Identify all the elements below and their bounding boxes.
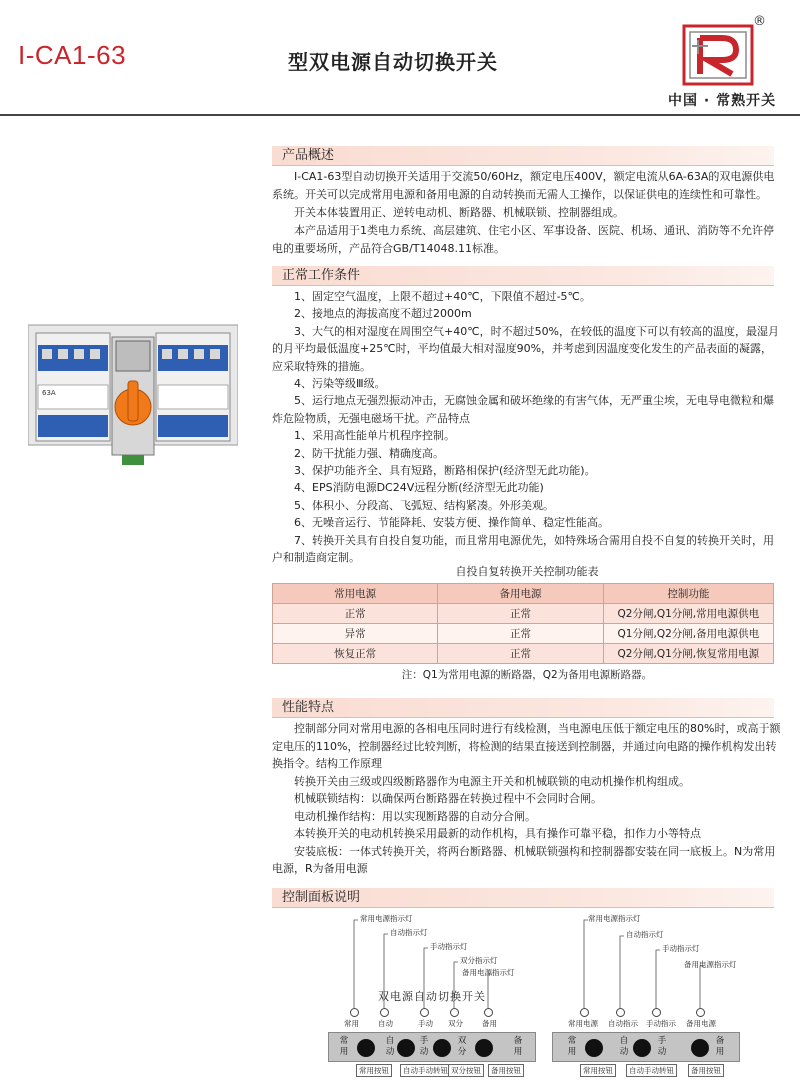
panel-strip [328, 1032, 536, 1062]
feature-item: 3、保护功能齐全、具有短路，断路相保护(经济型无此功能)。 [294, 464, 596, 478]
callout-label: 常用电源指示灯 [360, 914, 413, 923]
brand-logo [668, 14, 786, 114]
lamp-label: 备用电源 [686, 1019, 716, 1028]
condition-item: 2、接地点的海拔高度不超过2000m [294, 307, 472, 321]
table-cell: 正常 [438, 624, 603, 644]
panel-title: 双电源自动切换开关 [378, 990, 486, 1003]
feature-item: 7、转换开关具有自投自复功能，而且常用电源优先，如特殊场合需用自投不自复的转换开关时，用户和制造商定制。 [272, 533, 774, 565]
logo-icon [682, 24, 754, 86]
lamp-icon [350, 1008, 359, 1017]
overview-paragraph: 开关本体装置用正、逆转电动机、断路器、机械联锁、控制器组成。 [294, 206, 624, 219]
lamp-label: 手动指示 [646, 1019, 676, 1028]
strip-text: 常用 [567, 1036, 577, 1057]
overview-text [272, 168, 782, 258]
panel-strip [552, 1032, 740, 1062]
strip-text: 手动 [657, 1036, 667, 1057]
condition-item: 1、固定空气温度，上限不超过+40℃，下限值不超过-5℃。 [294, 290, 591, 303]
callout-label: 备用电源指示灯 [462, 968, 515, 977]
callout-label: 常用电源指示灯 [588, 914, 641, 923]
feature-item: 4、EPS消防电源DC24V远程分断(经济型无此功能) [294, 481, 544, 495]
table-cell: 正常 [438, 644, 603, 664]
performance-paragraph: 安装底板：一体式转换开关，将两台断路器、机械联锁强构和控制器都安装在同一底板上。N为常用电源，R为备用电源 [272, 844, 776, 875]
overview-paragraph: I-CA1-63型自动切换开关适用于交流50/60Hz，额定电压400V，额定电流从6A-63A的双电源供电系统。开关可以完成常用电源和备用电源的自动转换而无需人工操作，以保证供电的连续性和可靠性。 [272, 170, 775, 201]
feature-item: 5、体积小、分段高、飞弧短、结构紧凑。外形美观。 [294, 498, 554, 512]
lamp-label: 常用电源 [568, 1019, 598, 1028]
product-rating-label: 63A [42, 389, 56, 397]
section-heading-overview: 产品概述 [272, 146, 774, 166]
performance-paragraph: 机械联锁结构：以确保两台断路器在转换过程中不会同时合闸。 [294, 792, 602, 805]
button-icon [633, 1039, 651, 1057]
condition-item: 4、污染等级Ⅲ级。 [294, 377, 386, 391]
table-header-cell: 备用电源 [438, 584, 603, 604]
button-label: 自动手动转钮 [400, 1064, 451, 1077]
page-title: 型双电源自动切换开关 [288, 50, 498, 74]
button-label: 备用按钮 [688, 1064, 724, 1077]
strip-text: 手动 [419, 1036, 429, 1057]
feature-item: 6、无噪音运行、节能降耗、安装方便、操作简单、稳定性能高。 [294, 516, 609, 530]
overview-paragraph: 本产品适用于1类电力系统、高层建筑、住宅小区、军事设备、医院、机场、通讯、消防等不允许停电的重要场所，产品符合GB/T14048.11标准。 [272, 224, 774, 255]
table-cell: 恢复正常 [273, 644, 438, 664]
table-header-cell: 控制功能 [603, 584, 773, 604]
button-label: 双分按钮 [448, 1064, 484, 1077]
performance-paragraph: 转换开关由三级或四级断路器作为电源主开关和机械联锁的电动机操作机构组成。 [294, 774, 690, 788]
callout-label: 备用电源指示灯 [684, 960, 737, 969]
callout-label: 自动指示灯 [626, 930, 664, 939]
registered-mark: ® [753, 14, 766, 29]
strip-text: 常用 [339, 1036, 349, 1057]
callout-label: 自动指示灯 [390, 928, 428, 937]
callout-label: 手动指示灯 [662, 944, 700, 953]
table-caption: 自投自复转换开关控制功能表 [455, 565, 599, 578]
performance-paragraph: 电动机操作结构：用以实现断路器的自动分合闸。 [294, 809, 536, 823]
lamp-icon [696, 1008, 705, 1017]
lamp-icon [420, 1008, 429, 1017]
button-icon [433, 1039, 451, 1057]
button-icon [357, 1039, 375, 1057]
lamp-icon [450, 1008, 459, 1017]
condition-item: 5、运行地点无强烈振动冲击，无腐蚀金属和破坏绝缘的有害气体，无严重尘埃，无电导电微粒和爆炸危险物质，无强电磁场干扰。产品特点 [272, 394, 774, 425]
button-icon [475, 1039, 493, 1057]
table-row [273, 624, 774, 644]
model-number: I-CA1-63 [18, 40, 127, 70]
table-header-row [273, 584, 774, 604]
button-label: 常用按钮 [580, 1064, 616, 1077]
lamp-label: 自动 [378, 1019, 393, 1028]
table-row [273, 604, 774, 624]
strip-text: 自动 [385, 1036, 395, 1057]
lamp-label: 备用 [482, 1019, 497, 1028]
button-icon [691, 1039, 709, 1057]
strip-text: 备用 [513, 1036, 523, 1057]
control-function-table [272, 583, 774, 664]
performance-paragraph: 控制部分同对常用电源的各相电压同时进行有线检测，当电源电压低于额定电压的80%时，或高于额定电压的110%，控制器经过比较判断，将检测的结果直接送到控制器，并通过向电路的操作机构发出转换指令。结构工作原理 [272, 722, 781, 770]
strip-text: 备用 [715, 1036, 725, 1057]
callout-label: 双分指示灯 [460, 956, 498, 965]
lamp-label: 双分 [448, 1019, 463, 1028]
lamp-icon [580, 1008, 589, 1017]
table-cell: Q1分闸,Q2分闸,备用电源供电 [603, 624, 773, 644]
table-cell: 正常 [273, 604, 438, 624]
button-label: 常用按钮 [356, 1064, 392, 1077]
lamp-icon [380, 1008, 389, 1017]
lamp-label: 自动指示 [608, 1019, 638, 1028]
table-header-cell: 常用电源 [273, 584, 438, 604]
lamp-icon [652, 1008, 661, 1017]
panel-diagram-basic [550, 908, 742, 1078]
button-icon [397, 1039, 415, 1057]
button-label: 自动手动转钮 [626, 1064, 677, 1077]
lamp-icon [484, 1008, 493, 1017]
table-row [273, 644, 774, 664]
section-heading-performance: 性能特点 [272, 698, 774, 718]
button-icon [585, 1039, 603, 1057]
table-cell: 异常 [273, 624, 438, 644]
lamp-label: 手动 [418, 1019, 433, 1028]
condition-item: 3、大气的相对湿度在周围空气+40℃，时不超过50%，在较低的温度下可以有较高的温度，最湿月的月平均最低温度+25℃时，平均值最大相对湿度90%，并考虑到因温度变化发生的产品表面的凝露，应采取特殊的措施。 [272, 324, 780, 373]
lamp-label: 常用 [344, 1019, 359, 1028]
strip-text: 自动 [619, 1036, 629, 1057]
table-note: 注：Q1为常用电源的断路器，Q2为备用电源断路器。 [401, 669, 653, 681]
table-cell: 正常 [438, 604, 603, 624]
table-cell: Q2分闸,Q1分闸,恢复常用电源 [603, 644, 773, 664]
feature-item: 2、防干扰能力强、精确度高。 [294, 446, 444, 460]
section-heading-panel: 控制面板说明 [272, 888, 774, 908]
header-divider [0, 114, 800, 116]
feature-item: 1、采用高性能单片机程序控制。 [294, 429, 455, 443]
performance-paragraph: 本转换开关的电动机转换采用最新的动作机构，具有操作可靠平稳，扣作力小等特点 [294, 827, 701, 840]
panel-diagram-dual [326, 908, 538, 1078]
table-cell: Q2分闸,Q1分闸,常用电源供电 [603, 604, 773, 624]
button-label: 备用按钮 [488, 1064, 524, 1077]
product-image [28, 315, 238, 475]
strip-text: 双分 [457, 1036, 467, 1057]
lamp-icon [616, 1008, 625, 1017]
brand-name: 中国 · 常熟开关 [668, 93, 777, 109]
section-heading-conditions: 正常工作条件 [272, 266, 774, 286]
conditions-list [272, 288, 782, 567]
callout-label: 手动指示灯 [430, 942, 468, 951]
performance-text [272, 720, 782, 878]
